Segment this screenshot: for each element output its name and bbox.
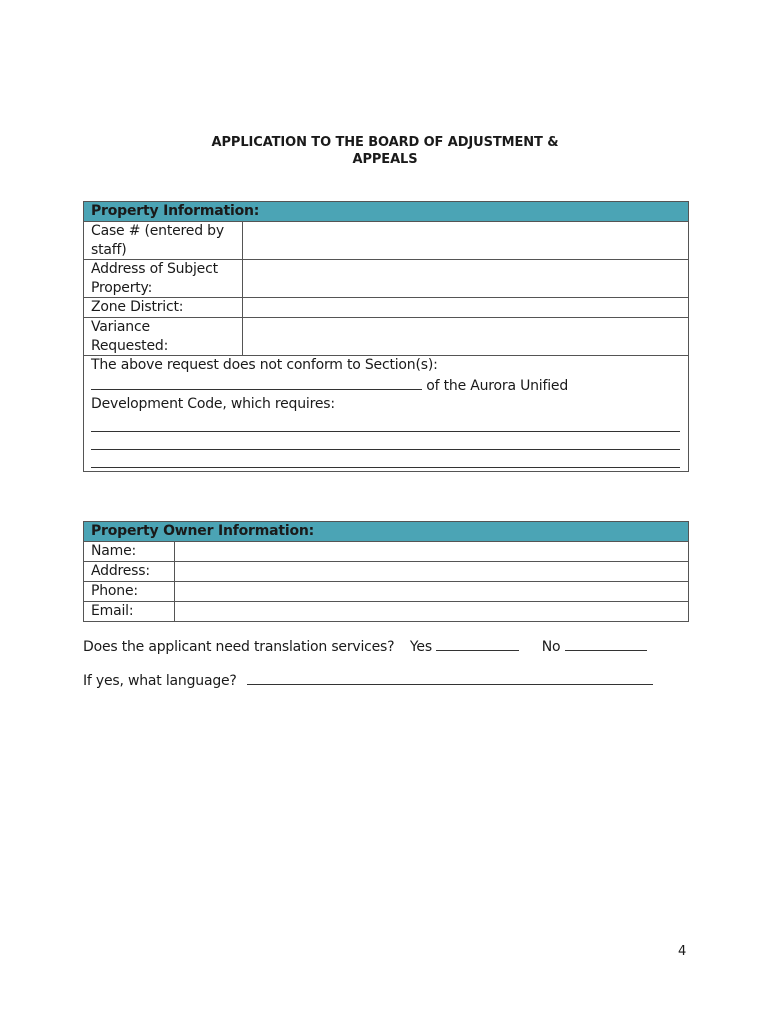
language-blank[interactable] (247, 671, 653, 685)
translation-yes-label: Yes (409, 639, 432, 655)
property-information-table (83, 201, 689, 472)
owner-name-label: Name: (84, 542, 175, 562)
case-number-label-line-2: staff) (91, 241, 127, 258)
translation-question-row (83, 637, 647, 656)
requirements-blank-line-1[interactable] (91, 414, 680, 432)
section-number-blank[interactable] (91, 375, 422, 390)
owner-email-label: Email: (84, 602, 175, 622)
owner-phone-label: Phone: (84, 582, 175, 602)
variance-label-line-1: Variance (91, 319, 150, 335)
subject-address-label-line-2: Property: (91, 279, 153, 296)
property-owner-table (83, 521, 689, 622)
owner-address-label: Address: (84, 562, 175, 582)
owner-email-field[interactable] (175, 602, 689, 622)
requirements-blank-line-3[interactable] (91, 450, 680, 468)
variance-label-line-2: Requested: (91, 337, 169, 354)
form-title (0, 134, 770, 168)
variance-requested-field[interactable] (243, 318, 689, 356)
property-information-header: Property Information: (84, 202, 689, 222)
form-title-line-2: APPEALS (352, 152, 418, 167)
conformance-text-line-2-wrap (91, 375, 688, 396)
case-number-label-line-1: Case # (entered by (91, 223, 224, 239)
owner-phone-field[interactable] (175, 582, 689, 602)
translation-question: Does the applicant need translation services? (83, 639, 395, 655)
translation-yes-blank[interactable] (436, 637, 519, 651)
zone-district-field[interactable] (243, 298, 689, 318)
subject-address-label (84, 260, 243, 298)
section-conformance-cell (84, 356, 689, 472)
form-title-line-1: APPLICATION TO THE BOARD OF ADJUSTMENT & (211, 135, 559, 150)
requirements-blank-line-2[interactable] (91, 432, 680, 450)
case-number-field[interactable] (243, 222, 689, 260)
variance-requested-label (84, 318, 243, 356)
case-number-label (84, 222, 243, 260)
translation-no-blank[interactable] (565, 637, 647, 651)
translation-no-label: No (541, 639, 561, 655)
owner-address-field[interactable] (175, 562, 689, 582)
property-owner-header: Property Owner Information: (84, 522, 689, 542)
language-question-row (83, 671, 653, 690)
conformance-text-line-3: Development Code, which requires: (91, 396, 335, 412)
owner-name-field[interactable] (175, 542, 689, 562)
conformance-text-line-2: of the Aurora Unified (426, 377, 569, 394)
page-number: 4 (678, 944, 687, 959)
subject-address-field[interactable] (243, 260, 689, 298)
subject-address-label-line-1: Address of Subject (91, 261, 218, 277)
language-question: If yes, what language? (83, 673, 237, 689)
conformance-text-line-1: The above request does not conform to Section(s): (91, 357, 438, 373)
zone-district-label: Zone District: (84, 298, 243, 318)
